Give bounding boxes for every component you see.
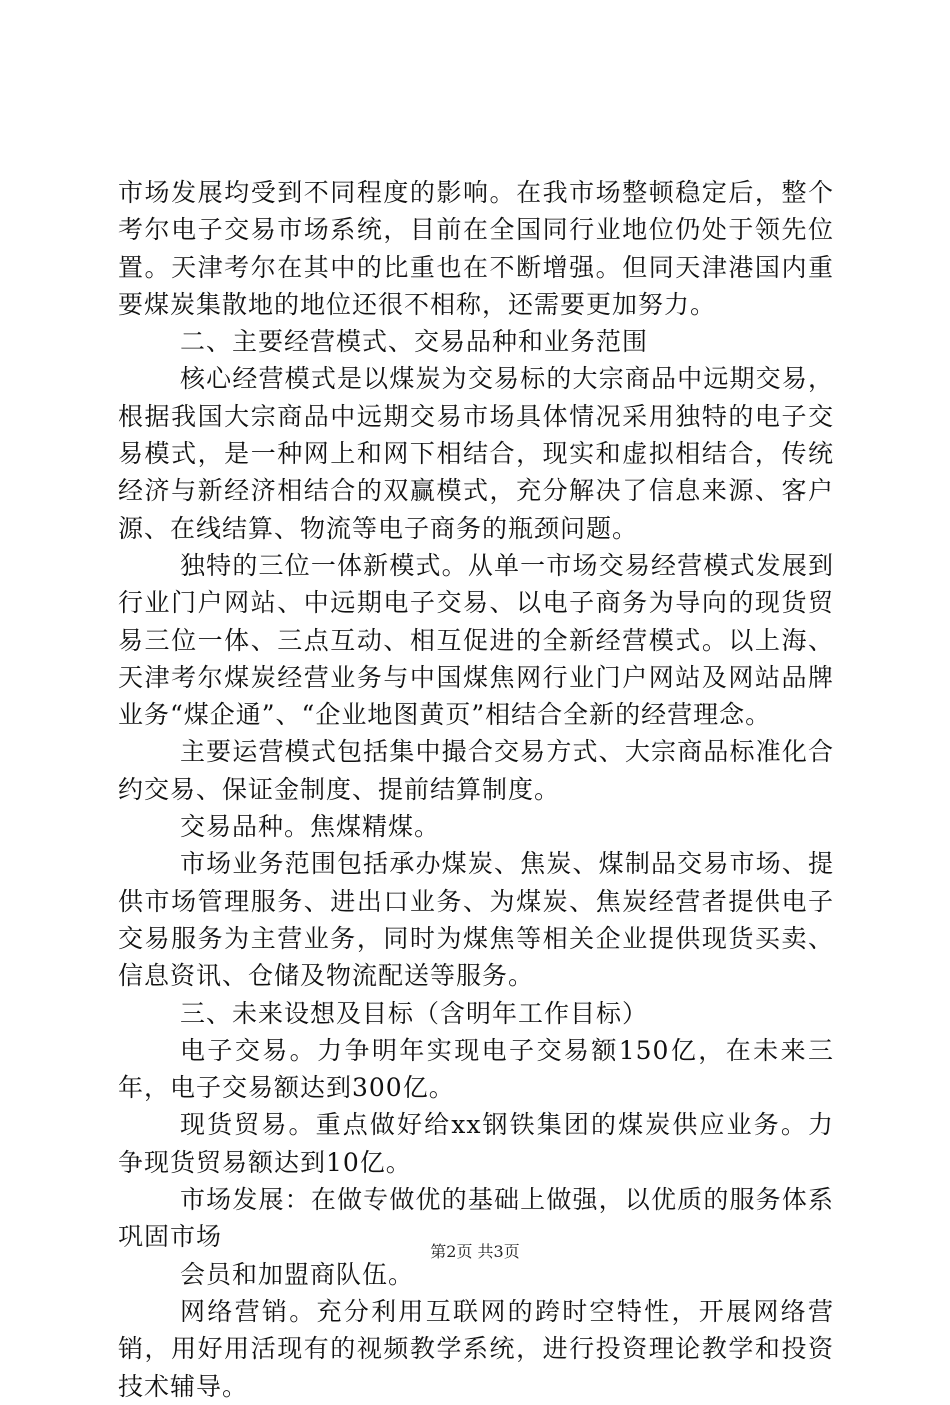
document-body <box>118 174 834 1405</box>
paragraph-e-trade-goal: 电子交易。力争明年实现电子交易额150亿，在未来三年，电子交易额达到300亿。 <box>118 1035 834 1103</box>
paragraph-trade-varieties: 交易品种。焦煤精煤。 <box>180 812 441 842</box>
paragraph-core-model: 核心经营模式是以煤炭为交易标的大宗商品中远期交易，根据我国大宗商品中远期交易市场具体情况采用独特的电子交易模式，是一种网上和网下相结合，现实和虚拟相结合，传统经济与新经济相结合的双赢模式，充分解决了信息来源、客户源、在线结算、物流等电子商务的瓶颈问题。 <box>118 364 834 543</box>
paragraph-online-marketing: 网络营销。充分利用互联网的跨时空特性，开展网络营销，用好用活现有的视频教学系统，进行投资理论教学和投资技术辅导。 <box>118 1296 834 1401</box>
section-heading-2: 二、主要经营模式、交易品种和业务范围 <box>180 327 649 357</box>
section-heading-3: 三、未来设想及目标（含明年工作目标） <box>180 998 649 1028</box>
paragraph-three-in-one: 独特的三位一体新模式。从单一市场交易经营模式发展到行业门户网站、中远期电子交易、以电子商务为导向的现货贸易三位一体、三点互动、相互促进的全新经营模式。以上海、天津考尔煤炭经营业务与中国煤焦网行业门户网站及网站品牌业务“煤企通”、“企业地图黄页”相结合全新的经营理念。 <box>118 550 834 730</box>
page-number-footer: 第2页 共3页 <box>430 1242 520 1261</box>
paragraph-market-status: 市场发展均受到不同程度的影响。在我市场整顿稳定后，整个考尔电子交易市场系统，目前在全国同行业地位仍处于领先位置。天津考尔在其中的比重也在不断增强。但同天津港国内重要煤炭集散地的地位还很不相称，还需要更加努力。 <box>118 178 834 319</box>
paragraph-operation-model: 主要运营模式包括集中撮合交易方式、大宗商品标准化合约交易、保证金制度、提前结算制度。 <box>118 737 834 804</box>
paragraph-business-scope: 市场业务范围包括承办煤炭、焦炭、煤制品交易市场、提供市场管理服务、进出口业务、为煤炭、焦炭经营者提供电子交易服务为主营业务，同时为煤焦等相关企业提供现货买卖、信息资讯、仓储及物流配送等服务。 <box>118 849 834 991</box>
paragraph-members: 会员和加盟商队伍。 <box>180 1259 415 1289</box>
paragraph-market-development: 市场发展：在做专做优的基础上做强，以优质的服务体系巩固市场 <box>118 1185 834 1252</box>
paragraph-spot-trade-goal: 现货贸易。重点做好给xx钢铁集团的煤炭供应业务。力争现货贸易额达到10亿。 <box>118 1110 834 1177</box>
